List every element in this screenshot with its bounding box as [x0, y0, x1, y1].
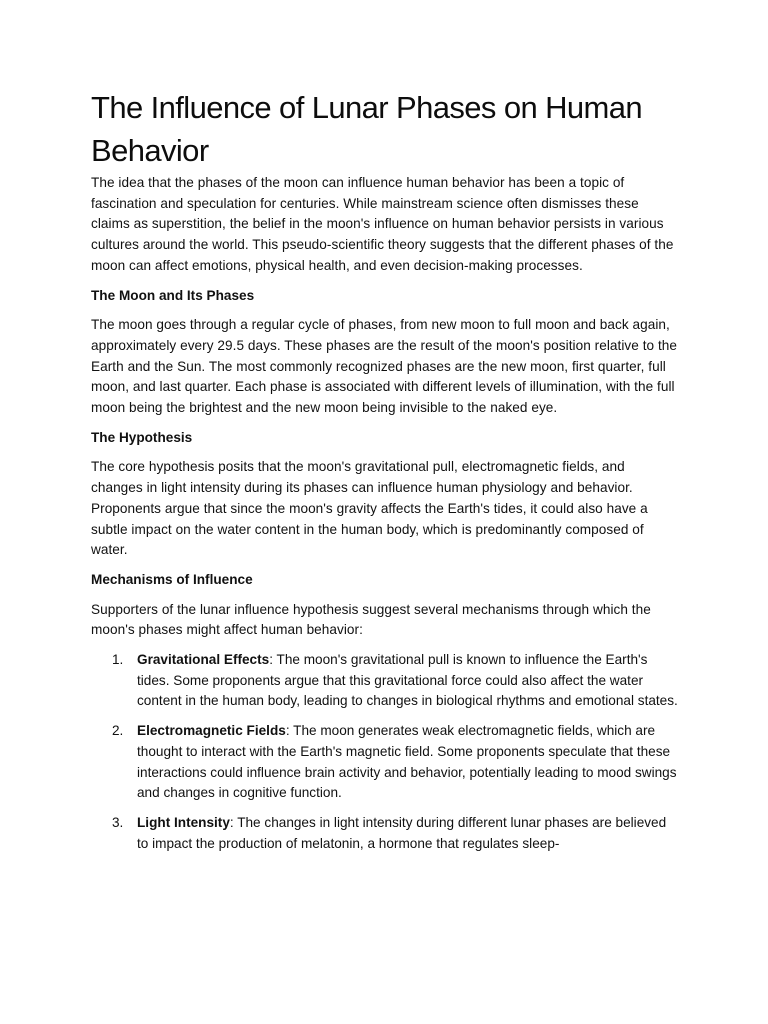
list-item-light-intensity [112, 813, 679, 854]
section-heading-moon-phases: The Moon and Its Phases [91, 287, 255, 303]
list-item-term: Gravitational Effects [137, 652, 270, 668]
section-body-hypothesis: The core hypothesis posits that the moon's gravitational pull, electromagnetic fields, and changes in light intensity during its phases can influence human physiology and behavior. Proponents argue that since the moon's gravity affects the Earth's tides, it could also have a subtle impact on the water content in the human body, which is predominantly composed of water. [91, 459, 648, 558]
list-item-term: Electromagnetic Fields [137, 723, 286, 739]
list-item-gravitational [112, 650, 679, 712]
list-item-number: 2. [112, 723, 124, 739]
list-item-electromagnetic [112, 721, 679, 804]
section-heading-hypothesis: The Hypothesis [91, 429, 193, 445]
list-item-number: 1. [112, 652, 124, 668]
mechanisms-list [91, 650, 679, 854]
page-title: The Influence of Lunar Phases on Human Behavior [91, 90, 643, 168]
list-item-number: 3. [112, 814, 124, 830]
intro-paragraph: The idea that the phases of the moon can influence human behavior has been a topic of fascination and speculation for centuries. While mainstream science often dismisses these claims as superstition, the belief in the moon's influence on human behavior persists in various cultures around the world. This pseudo-scientific theory suggests that the different phases of the moon can affect emotions, physical health, and even decision-making processes. [91, 175, 674, 273]
list-item-text: : The moon generates weak electromagnetic fields, which are thought to interact with the Earth's magnetic field. Some proponents speculate that these interactions could influence brain activity and behavior, potentially leading to mood swings and changes in cognitive function. [137, 723, 677, 801]
section-body-mechanisms: Supporters of the lunar influence hypothesis suggest several mechanisms through which the moon's phases might affect human behavior: [91, 601, 651, 638]
section-heading-mechanisms: Mechanisms of Influence [91, 571, 253, 587]
list-item-text: : The changes in light intensity during different lunar phases are believed to impact the production of melatonin, a hormone that regulates sleep- [137, 814, 667, 851]
list-item-text: : The moon's gravitational pull is known to influence the Earth's tides. Some proponents argue that this gravitational force could also affect the water content in the human body, leading to changes in biological rhythms and emotional states. [137, 652, 678, 709]
section-body-moon-phases: The moon goes through a regular cycle of phases, from new moon to full moon and back again, approximately every 29.5 days. These phases are the result of the moon's position relative to the Earth and the Sun. The most commonly recognized phases are the new moon, first quarter, full moon, and last quarter. Each phase is associated with different levels of illumination, with the full moon being the brightest and the new moon being invisible to the naked eye. [91, 317, 678, 416]
list-item-term: Light Intensity [137, 814, 230, 830]
document-page [91, 86, 679, 863]
